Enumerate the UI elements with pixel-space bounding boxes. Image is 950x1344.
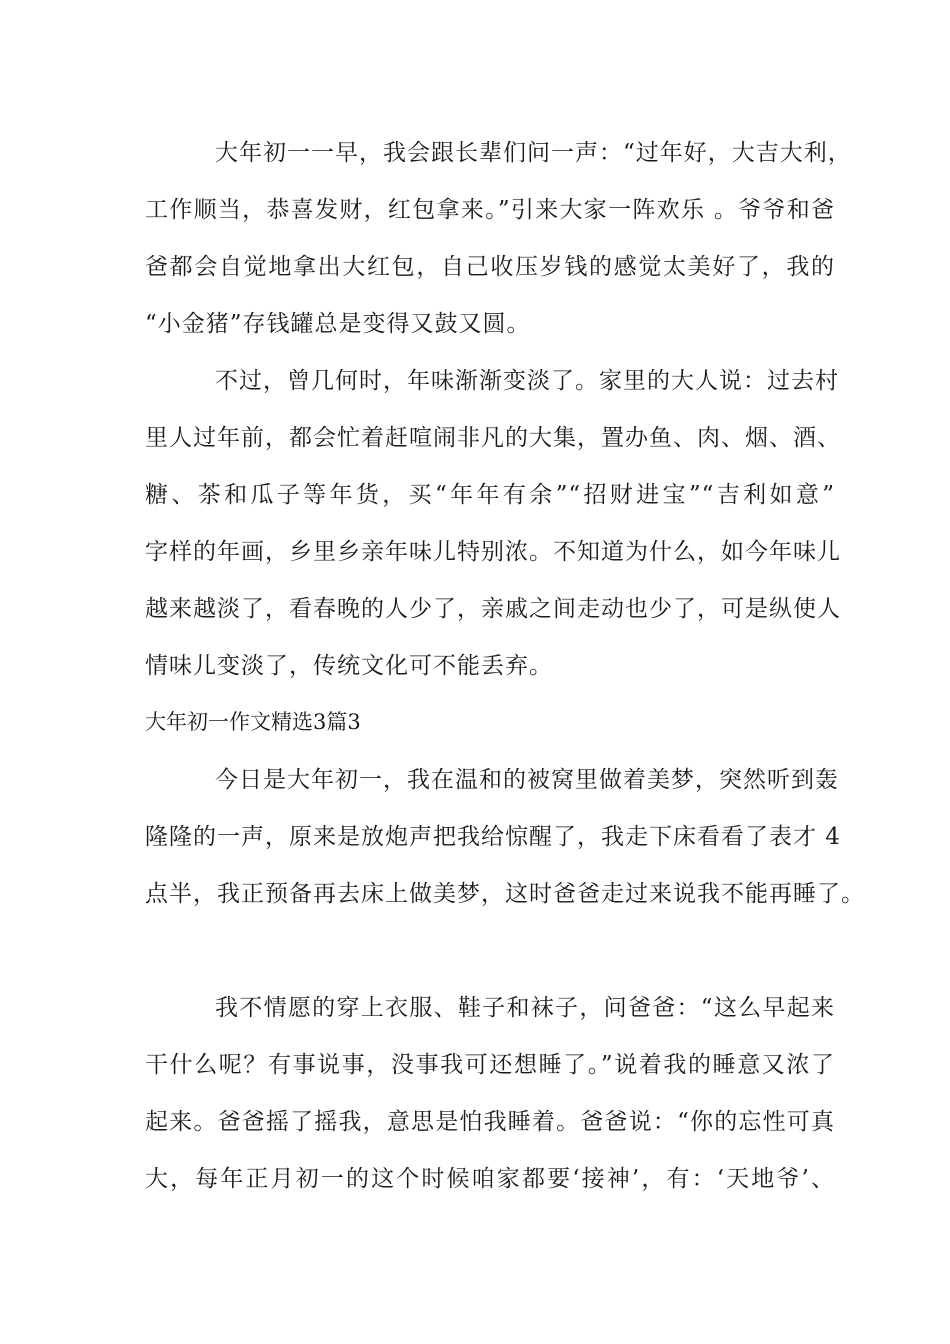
paragraph-2-line-2: 里人过年前，都会忙着赶喧闹非凡的大集，置办鱼、肉、烟、酒、: [145, 425, 841, 451]
paragraph-3-line-1: 今日是大年初一，我在温和的被窝里做着美梦，突然听到轰: [215, 767, 839, 793]
paragraph-1-line-1: 大年初一一早，我会跟长辈们问一声：“过年好，大吉大利，: [215, 140, 852, 166]
paragraph-2-line-6: 情味儿变淡了，传统文化可不能丢弃。: [145, 653, 553, 679]
paragraph-4-line-4: 大，每年正月初一的这个时候咱家都要‘接神’，有：‘天地爷’、: [145, 1166, 835, 1192]
section-heading: 大年初一作文精选3篇3: [145, 710, 361, 734]
paragraph-2-line-4: 字样的年画，乡里乡亲年味儿特别浓。不知道为什么，如今年味儿: [145, 539, 841, 565]
paragraph-2-line-3: 糖、茶和瓜子等年货，买“年年有余”“招财进宝”“吉利如意”: [145, 482, 835, 508]
paragraph-2-line-1: 不过，曾几何时，年味渐渐变淡了。家里的大人说：过去村: [215, 368, 839, 394]
paragraph-2-line-5: 越来越淡了，看春晚的人少了，亲戚之间走动也少了，可是纵使人: [145, 596, 841, 622]
paragraph-4-line-3: 起来。爸爸摇了摇我，意思是怕我睡着。爸爸说：“你的忘性可真: [145, 1109, 835, 1135]
paragraph-4-line-1: 我不情愿的穿上衣服、鞋子和袜子，问爸爸：“这么早起来: [215, 995, 835, 1021]
paragraph-3-line-3: 点半，我正预备再去床上做美梦，这时爸爸走过来说我不能再睡了。: [145, 881, 865, 907]
paragraph-1-line-3: 爸都会自觉地拿出大红包，自己收压岁钱的感觉太美好了，我的: [145, 254, 835, 280]
paragraph-4-line-2: 干什么呢？有事说事，没事我可还想睡了。”说着我的睡意又浓了: [145, 1052, 835, 1078]
paragraph-3-line-2: 隆隆的一声，原来是放炮声把我给惊醒了，我走下床看看了表才 4: [145, 824, 841, 850]
paragraph-1-line-2: 工作顺当，恭喜发财，红包拿来。”引来大家一阵欢乐 。爷爷和爸: [145, 197, 835, 223]
paragraph-1-line-4: “小金猪”存钱罐总是变得又鼓又圆。: [145, 311, 531, 337]
